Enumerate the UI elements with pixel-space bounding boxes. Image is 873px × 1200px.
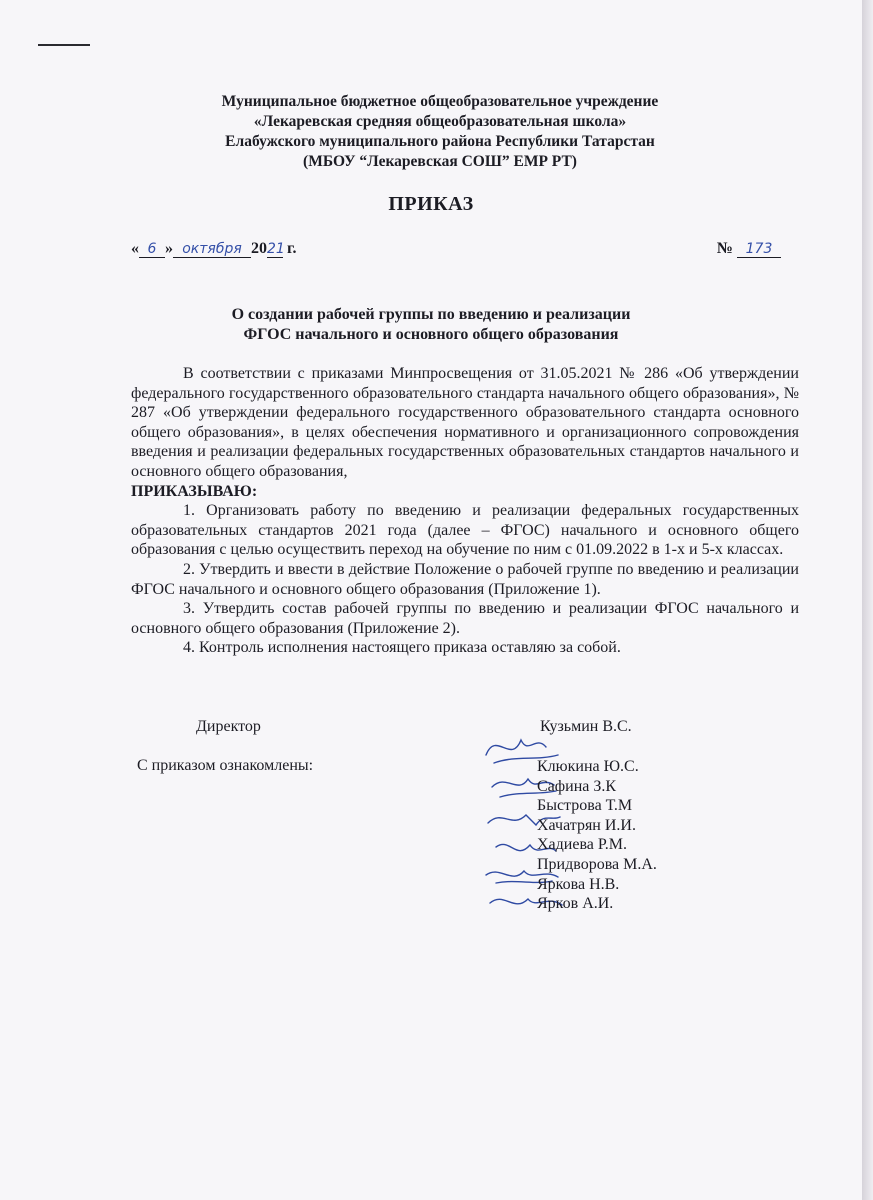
corner-mark: [38, 44, 90, 46]
date-open-quote: «: [131, 240, 139, 257]
signer-name: Кузьмин В.С.: [540, 718, 632, 735]
date-close-quote: »: [165, 240, 173, 257]
document-title: ПРИКАЗ: [388, 193, 474, 215]
institution-header: [120, 92, 760, 172]
acquainted-name: Ярков А.И.: [537, 895, 614, 913]
order-number: [717, 240, 781, 258]
subject-line: ФГОС начального и основного общего образования: [243, 326, 619, 343]
acquainted-name: Быстрова Т.М: [537, 797, 633, 815]
order-item: 1. Организовать работу по введению и реализации федеральных государственных образовательных стандартов 2021 года (далее – ФГОС) начального и основного общего образования с целью осуществить переход на обучение по ним с 01.09.2022 в 1-х и 5-х классах.: [131, 502, 799, 559]
acquainted-names: [537, 757, 657, 914]
date-month: октября: [173, 241, 251, 258]
header-line: «Лекаревская средняя общеобразовательная школа»: [253, 113, 627, 130]
date-day: 6: [139, 241, 165, 258]
order-body: [131, 364, 799, 658]
acquainted-name: Хачатрян И.И.: [537, 816, 636, 834]
date-year-prefix: 20: [251, 240, 267, 257]
acquainted-name: Клюкина Ю.С.: [537, 758, 639, 775]
order-date: [131, 240, 296, 258]
order-subject: [0, 305, 862, 345]
header-line: Елабужского муниципального района Республики Татарстан: [225, 133, 655, 150]
number-label: №: [716, 240, 733, 257]
order-item: 4. Контроль исполнения настоящего приказа оставляю за собой.: [183, 639, 621, 657]
signer-role: Директор: [196, 718, 261, 735]
acquainted-label: С приказом ознакомлены:: [137, 757, 314, 774]
header-line: (МБОУ “Лекаревская СОШ” ЕМР РТ): [303, 153, 577, 170]
acquainted-name: Придворова М.А.: [537, 855, 657, 873]
number-value: 173: [737, 241, 781, 258]
order-word: ПРИКАЗЫВАЮ:: [131, 482, 258, 500]
acquainted-name: Хадиева Р.М.: [537, 836, 628, 854]
acquainted-name: Яркова Н.В.: [537, 875, 620, 893]
preamble: В соответствии с приказами Минпросвещения от 31.05.2021 № 286 «Об утверждении федерального государственного образовательного стандарта начального общего образования», № 287 «Об утверждении федерального государственного образовательного стандарта основного общего образования», в целях обеспечения нормативного и организационного сопровождения введения и реализации федеральных государственных образовательных стандартов начального и основного общего образования,: [131, 365, 799, 480]
order-item: 3. Утвердить состав рабочей группы по введению и реализации ФГОС начального и основного общего образования (Приложение 2).: [131, 600, 799, 637]
header-line: Муниципальное бюджетное общеобразовательное учреждение: [221, 93, 659, 110]
acquainted-name: Сафина З.К: [537, 777, 617, 795]
order-item: 2. Утвердить и ввести в действие Положение о рабочей группе по введению и реализации ФГОС начального и основного общего образования (Приложение 1).: [131, 560, 799, 598]
subject-line: О создании рабочей группы по введению и реализации: [231, 306, 631, 323]
date-year-label: г.: [283, 240, 297, 257]
date-year-suffix: 21: [267, 241, 285, 257]
page-edge: [862, 0, 873, 1200]
